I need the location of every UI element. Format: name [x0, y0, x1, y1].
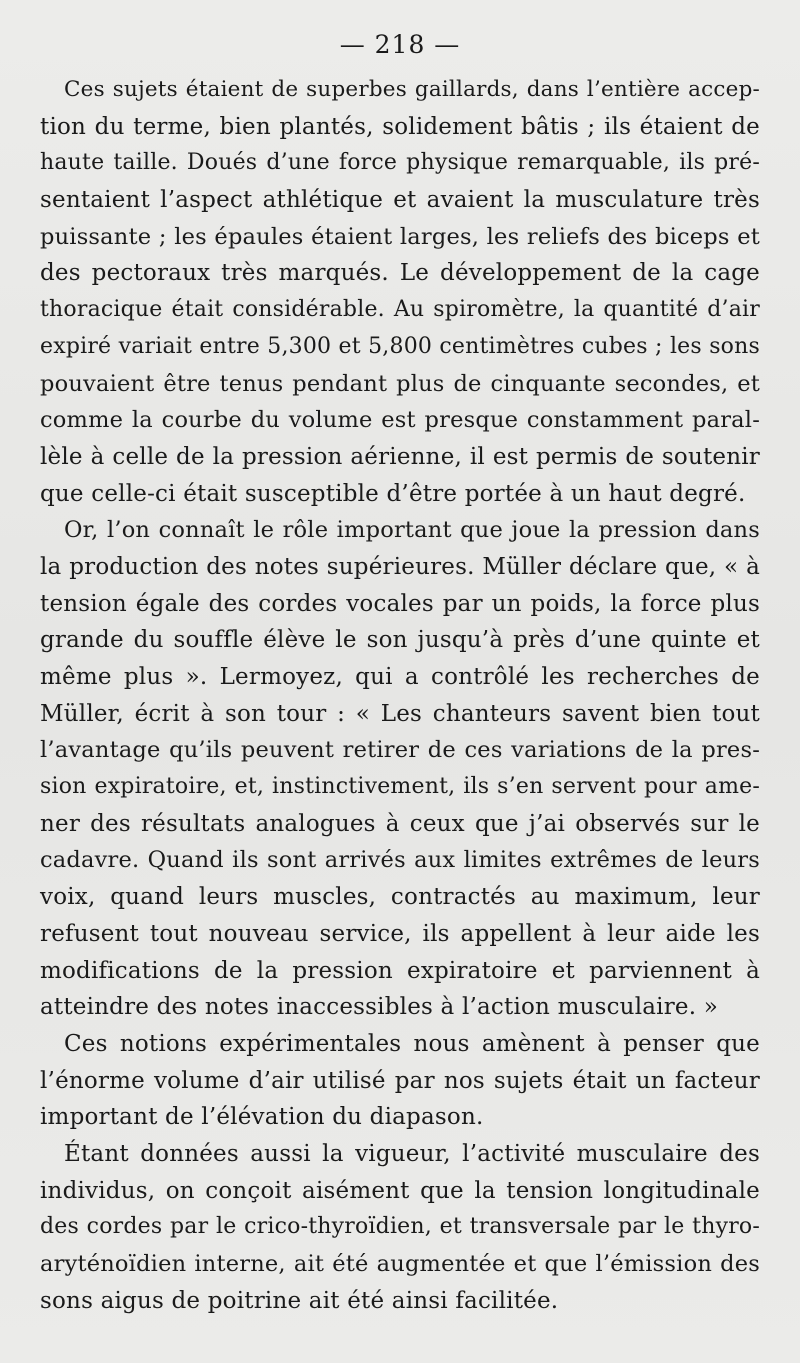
- paragraph-1: [40, 72, 760, 512]
- text-line: pouvaient être tenus pendant plus de cinquante secondes, et: [40, 370, 760, 397]
- text-line: Or, l’on connaît le rôle important que joue la pression dans: [64, 517, 760, 544]
- text-line: haute taille. Doués d’une force physique remarquable, ils pré-: [40, 150, 760, 176]
- text-line: l’énorme volume d’air utilisé par nos sujets était un facteur: [40, 1067, 760, 1094]
- paragraph-2: [40, 512, 760, 1026]
- page-number: — 218 —: [339, 30, 461, 59]
- text-line: thoracique était considérable. Au spiromètre, la quantité d’air: [40, 297, 760, 323]
- text-line: sons aigus de poitrine ait été ainsi facilitée.: [40, 1287, 559, 1314]
- text-line: modifications de la pression expiratoire et parviennent à: [40, 957, 760, 984]
- text-line: atteindre des notes inaccessibles à l’action musculaire. »: [40, 994, 719, 1021]
- text-line: que celle-ci était susceptible d’être portée à un haut degré.: [40, 480, 746, 507]
- text-line: refusent tout nouveau service, ils appellent à leur aide les: [40, 920, 760, 947]
- text-line: la production des notes supérieures. Müller déclare que, « à: [40, 553, 760, 580]
- body-text: [40, 72, 760, 1319]
- text-line: tion du terme, bien plantés, solidement bâtis ; ils étaient de: [40, 113, 760, 140]
- text-line: même plus ». Lermoyez, qui a contrôlé les recherches de: [40, 664, 760, 690]
- text-line: individus, on conçoit aisément que la tension longitudinale: [40, 1177, 760, 1204]
- text-line: Étant données aussi la vigueur, l’activité musculaire des: [64, 1140, 760, 1167]
- text-line: tension égale des cordes vocales par un poids, la force plus: [40, 590, 760, 617]
- text-line: des cordes par le crico-thyroïdien, et transversale par le thyro-: [40, 1214, 760, 1240]
- text-line: aryténoïdien interne, ait été augmentée et que l’émission des: [40, 1251, 760, 1277]
- text-line: l’avantage qu’ils peuvent retirer de ces variations de la pres-: [40, 737, 760, 764]
- text-line: important de l’élévation du diapason.: [40, 1104, 484, 1131]
- text-line: Ces sujets étaient de superbes gaillards, dans l’entière accep-: [64, 77, 760, 102]
- text-line: Müller, écrit à son tour : « Les chanteurs savent bien tout: [40, 700, 760, 727]
- text-line: lèle à celle de la pression aérienne, il est permis de soutenir: [40, 443, 760, 470]
- text-line: comme la courbe du volume est presque constamment paral-: [40, 407, 760, 434]
- text-line: sentaient l’aspect athlétique et avaient la musculature très: [40, 187, 760, 214]
- paragraph-4: [40, 1136, 760, 1319]
- text-line: grande du souffle élève le son jusqu’à près d’une quinte et: [40, 627, 760, 654]
- text-line: expiré variait entre 5,300 et 5,800 centimètres cubes ; les sons: [40, 333, 760, 359]
- text-line: cadavre. Quand ils sont arrivés aux limites extrêmes de leurs: [40, 847, 760, 874]
- text-line: voix, quand leurs muscles, contractés au maximum, leur: [40, 884, 760, 911]
- text-line: des pectoraux très marqués. Le développement de la cage: [40, 260, 760, 287]
- paragraph-3: [40, 1026, 760, 1136]
- text-line: puissante ; les épaules étaient larges, les reliefs des biceps et: [40, 223, 760, 250]
- text-line: sion expiratoire, et, instinctivement, ils s’en servent pour ame-: [40, 774, 760, 800]
- text-line: ner des résultats analogues à ceux que j’ai observés sur le: [40, 810, 760, 837]
- text-line: Ces notions expérimentales nous amènent à penser que: [64, 1030, 760, 1057]
